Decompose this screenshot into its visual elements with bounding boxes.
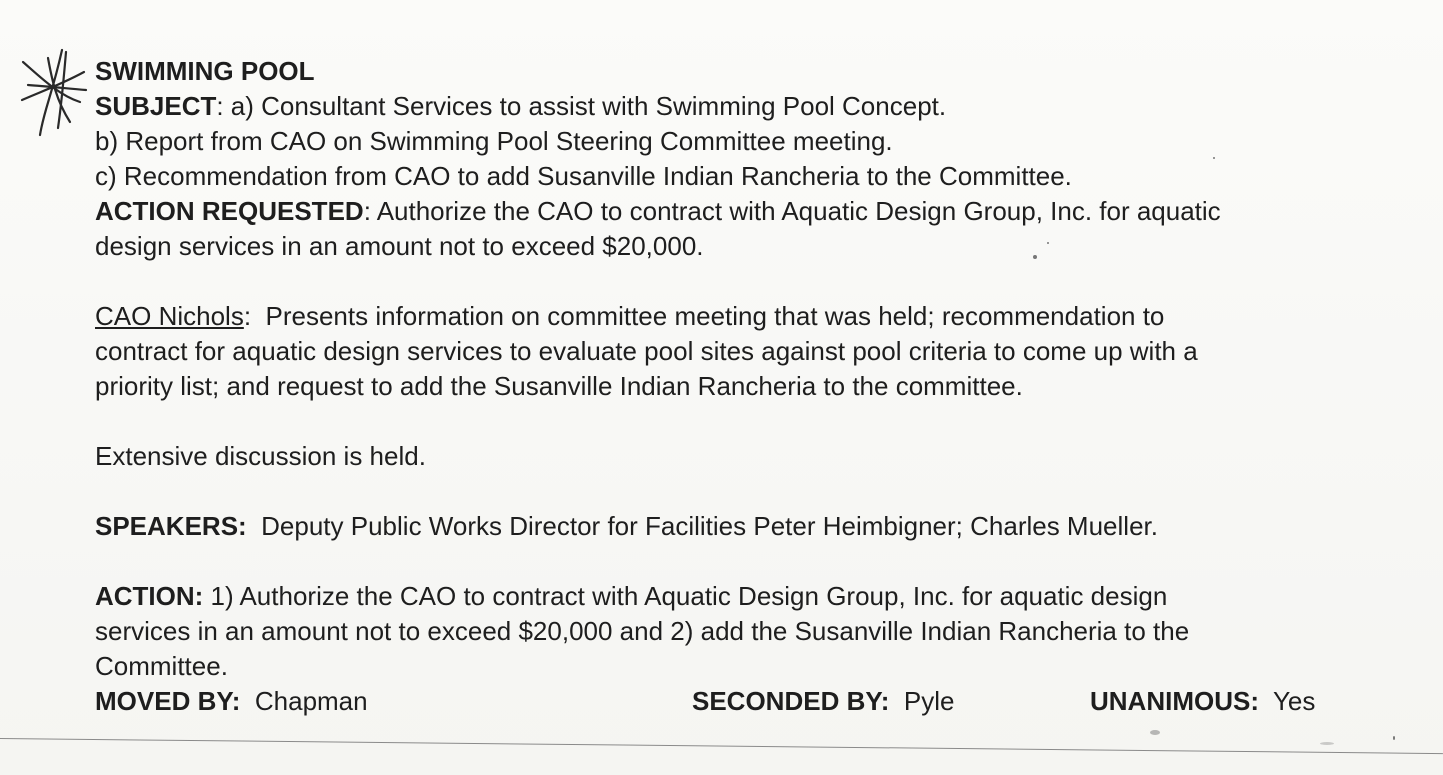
scan-speck bbox=[1033, 255, 1037, 259]
cao-line-2: contract for aquatic design services to evaluate pool sites against pool criteria to come up with a bbox=[95, 336, 1198, 366]
action-line-2: services in an amount not to exceed $20,000 and 2) add the Susanville Indian Rancheria to the bbox=[95, 616, 1190, 646]
action-requested-label: ACTION REQUESTED bbox=[95, 196, 364, 226]
spacer bbox=[95, 264, 1425, 299]
speakers-line bbox=[95, 509, 1425, 544]
scan-speck bbox=[1320, 742, 1334, 745]
cao-name: CAO Nichols bbox=[95, 301, 244, 331]
action-label: ACTION: bbox=[95, 581, 204, 611]
vote-record bbox=[95, 684, 1425, 719]
cao-line-1 bbox=[95, 299, 1425, 334]
bottom-rule bbox=[0, 738, 1443, 754]
speakers-label: SPEAKERS: bbox=[95, 511, 247, 541]
unanimous-label: UNANIMOUS: bbox=[1090, 686, 1259, 716]
subject-text-a: : a) Consultant Services to assist with Swimming Pool Concept. bbox=[216, 91, 947, 121]
scan-speck bbox=[1213, 157, 1215, 159]
scan-speck bbox=[1047, 242, 1049, 244]
subject-line-c: c) Recommendation from CAO to add Susanville Indian Rancheria to the Committee. bbox=[95, 161, 1072, 191]
speakers-text: Deputy Public Works Director for Facilities Peter Heimbigner; Charles Mueller. bbox=[246, 511, 1158, 541]
seconded-by-value: Pyle bbox=[889, 686, 955, 716]
spacer bbox=[95, 544, 1425, 579]
moved-by-label: MOVED BY: bbox=[95, 686, 241, 716]
seconded-by-label: SECONDED BY: bbox=[692, 686, 890, 716]
action-requested-line-1 bbox=[95, 194, 1425, 229]
unanimous-value: Yes bbox=[1259, 686, 1316, 716]
cao-text-1: : Presents information on committee meeting that was held; recommendation to bbox=[243, 301, 1165, 331]
seconded-by bbox=[692, 684, 954, 719]
discussion-line: Extensive discussion is held. bbox=[95, 441, 426, 471]
action-requested-line-2: design services in an amount not to exceed $20,000. bbox=[95, 231, 704, 261]
moved-by-value: Chapman bbox=[240, 686, 368, 716]
action-requested-text: : Authorize the CAO to contract with Aquatic Design Group, Inc. for aquatic bbox=[363, 196, 1221, 226]
scan-speck bbox=[1393, 736, 1395, 740]
spacer bbox=[95, 474, 1425, 509]
subject-line-b: b) Report from CAO on Swimming Pool Steering Committee meeting. bbox=[95, 126, 893, 156]
section-heading: SWIMMING POOL bbox=[95, 56, 315, 86]
subject-line-a bbox=[95, 89, 1425, 124]
subject-label: SUBJECT bbox=[95, 91, 217, 121]
spacer bbox=[95, 404, 1425, 439]
moved-by bbox=[95, 684, 368, 719]
action-text-1: 1) Authorize the CAO to contract with Aquatic Design Group, Inc. for aquatic design bbox=[203, 581, 1168, 611]
action-line-3: Committee. bbox=[95, 651, 228, 681]
action-line-1 bbox=[95, 579, 1425, 614]
cao-line-3: priority list; and request to add the Susanville Indian Rancheria to the committee. bbox=[95, 371, 1023, 401]
unanimous bbox=[1090, 684, 1315, 719]
hand-drawn-asterisk-icon bbox=[18, 40, 88, 140]
scan-speck bbox=[1150, 730, 1160, 735]
minutes-body bbox=[95, 54, 1425, 719]
